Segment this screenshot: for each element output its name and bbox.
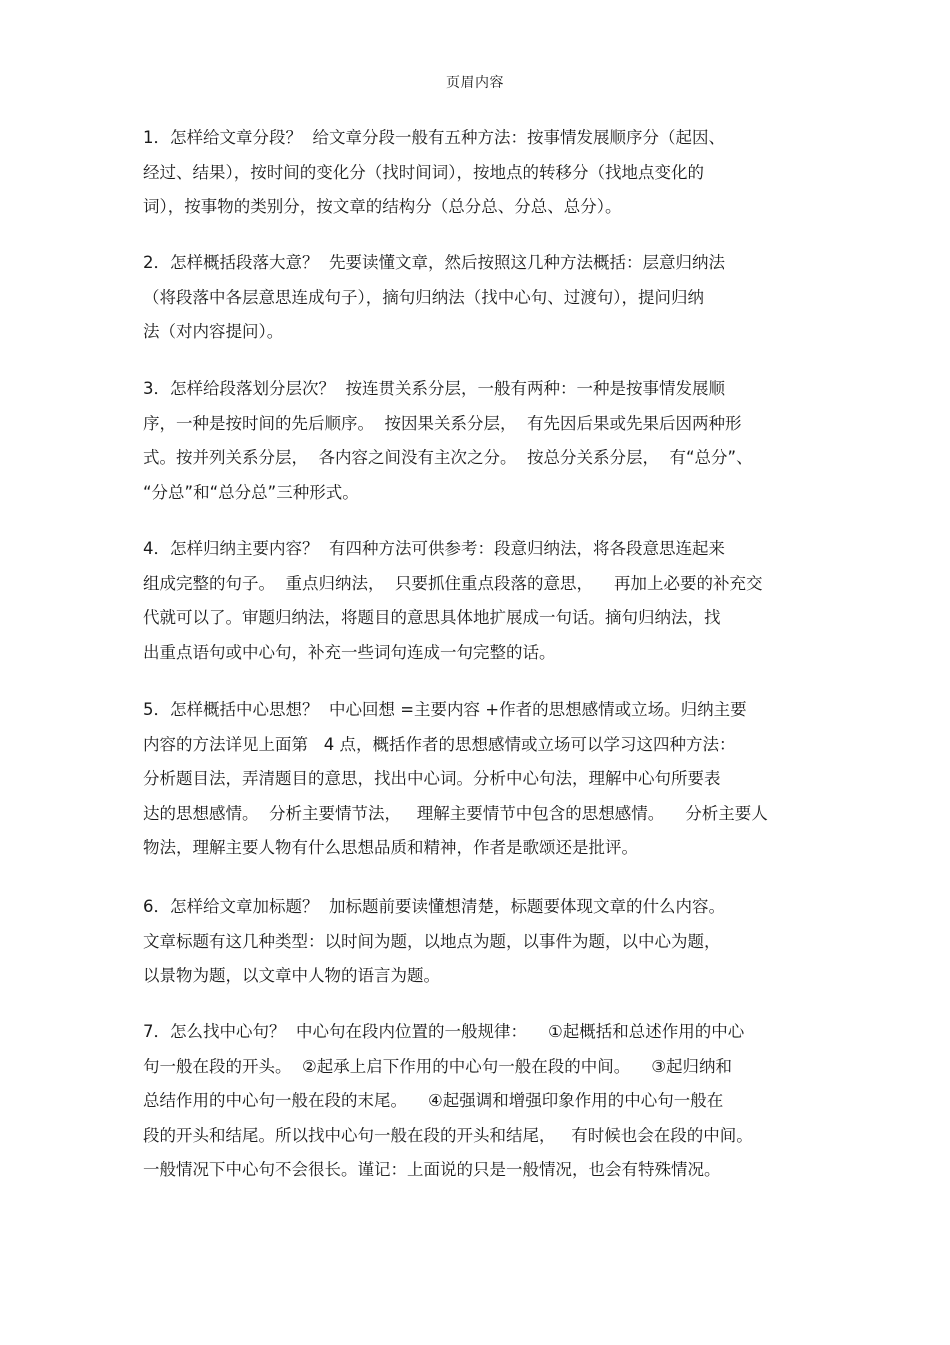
paragraph-line: 2．怎样概括段落大意？ 先要读懂文章，然后按照这几种方法概括：层意归纳法: [143, 253, 725, 272]
paragraph-line: 6．怎样给文章加标题？ 加标题前要读懂想清楚，标题要体现文章的什么内容。: [143, 897, 725, 916]
paragraph-line: 代就可以了。审题归纳法，将题目的意思具体地扩展成一句话。摘句归纳法，找: [143, 608, 721, 627]
section-6: [143, 890, 815, 994]
section-5: [143, 693, 815, 866]
paragraph-line: 词），按事物的类别分，按文章的结构分（总分总、分总、总分）。: [143, 197, 622, 216]
paragraph-line: 7．怎么找中心句？ 中心句在段内位置的一般规律： ①起概括和总述作用的中心: [143, 1022, 745, 1041]
paragraph-line: 段的开头和结尾。所以找中心句一般在段的开头和结尾， 有时候也会在段的中间。: [143, 1125, 753, 1145]
paragraph-line: 5．怎样概括中心思想？ 中心回想 =主要内容 +作者的思想感情或立场。归纳主要: [143, 700, 747, 719]
paragraph-line: 达的思想感情。 分析主要情节法， 理解主要情节中包含的思想感情。 分析主要人: [143, 803, 768, 823]
paragraph-line: 经过、结果），按时间的变化分（找时间词），按地点的转移分（找地点变化的: [143, 162, 704, 182]
paragraph-line: 1．怎样给文章分段？ 给文章分段一般有五种方法：按事情发展顺序分（起因、: [143, 128, 725, 147]
paragraph-line: 组成完整的句子。 重点归纳法， 只要抓住重点段落的意思， 再加上必要的补充交: [143, 573, 763, 593]
section-2: [143, 246, 815, 350]
paragraph-line: 以景物为题，以文章中人物的语言为题。: [143, 966, 440, 985]
paragraph-line: 一般情况下中心句不会很长。谨记：上面说的只是一般情况，也会有特殊情况。: [143, 1160, 721, 1179]
section-7: [143, 1015, 815, 1188]
paragraph-line: 序，一种是按时间的先后顺序。 按因果关系分层， 有先因后果或先果后因两种形: [143, 413, 742, 433]
paragraph-line: 内容的方法详见上面第 4 点，概括作者的思想感情或立场可以学习这四种方法：: [143, 734, 736, 754]
paragraph-line: “分总”和“总分总”三种形式。: [143, 482, 359, 502]
paragraph-line: 文章标题有这几种类型：以时间为题，以地点为题，以事件为题，以中心为题，: [143, 931, 721, 951]
paragraph-line: 4．怎样归纳主要内容？ 有四种方法可供参考：段意归纳法，将各段意思连起来: [143, 539, 725, 558]
paragraph-line: 出重点语句或中心句，补充一些词句连成一句完整的话。: [143, 642, 556, 662]
paragraph-line: （将段落中各层意思连成句子），摘句归纳法（找中心句、过渡句），提问归纳: [143, 287, 704, 307]
paragraph-line: 物法，理解主要人物有什么思想品质和精神，作者是歌颂还是批评。: [143, 838, 638, 857]
paragraph-line: 句一般在段的开头。 ②起承上启下作用的中心句一般在段的中间。 ③起归纳和: [143, 1056, 733, 1076]
paragraph-line: 3．怎样给段落划分层次？ 按连贯关系分层，一般有两种：一种是按事情发展顺: [143, 379, 725, 398]
section-3: [143, 372, 815, 510]
paragraph-line: 式。按并列关系分层， 各内容之间没有主次之分。 按总分关系分层， 有“总分”、: [143, 448, 753, 467]
section-1: [143, 121, 815, 225]
page-header: 页眉内容: [446, 75, 504, 91]
paragraph-line: 法（对内容提问）。: [143, 322, 284, 341]
paragraph-line: 分析题目法，弄清题目的意思，找出中心词。分析中心句法，理解中心句所要表: [143, 769, 721, 788]
section-4: [143, 532, 815, 670]
paragraph-line: 总结作用的中心句一般在段的末尾。 ④起强调和增强印象作用的中心句一般在: [143, 1091, 724, 1110]
